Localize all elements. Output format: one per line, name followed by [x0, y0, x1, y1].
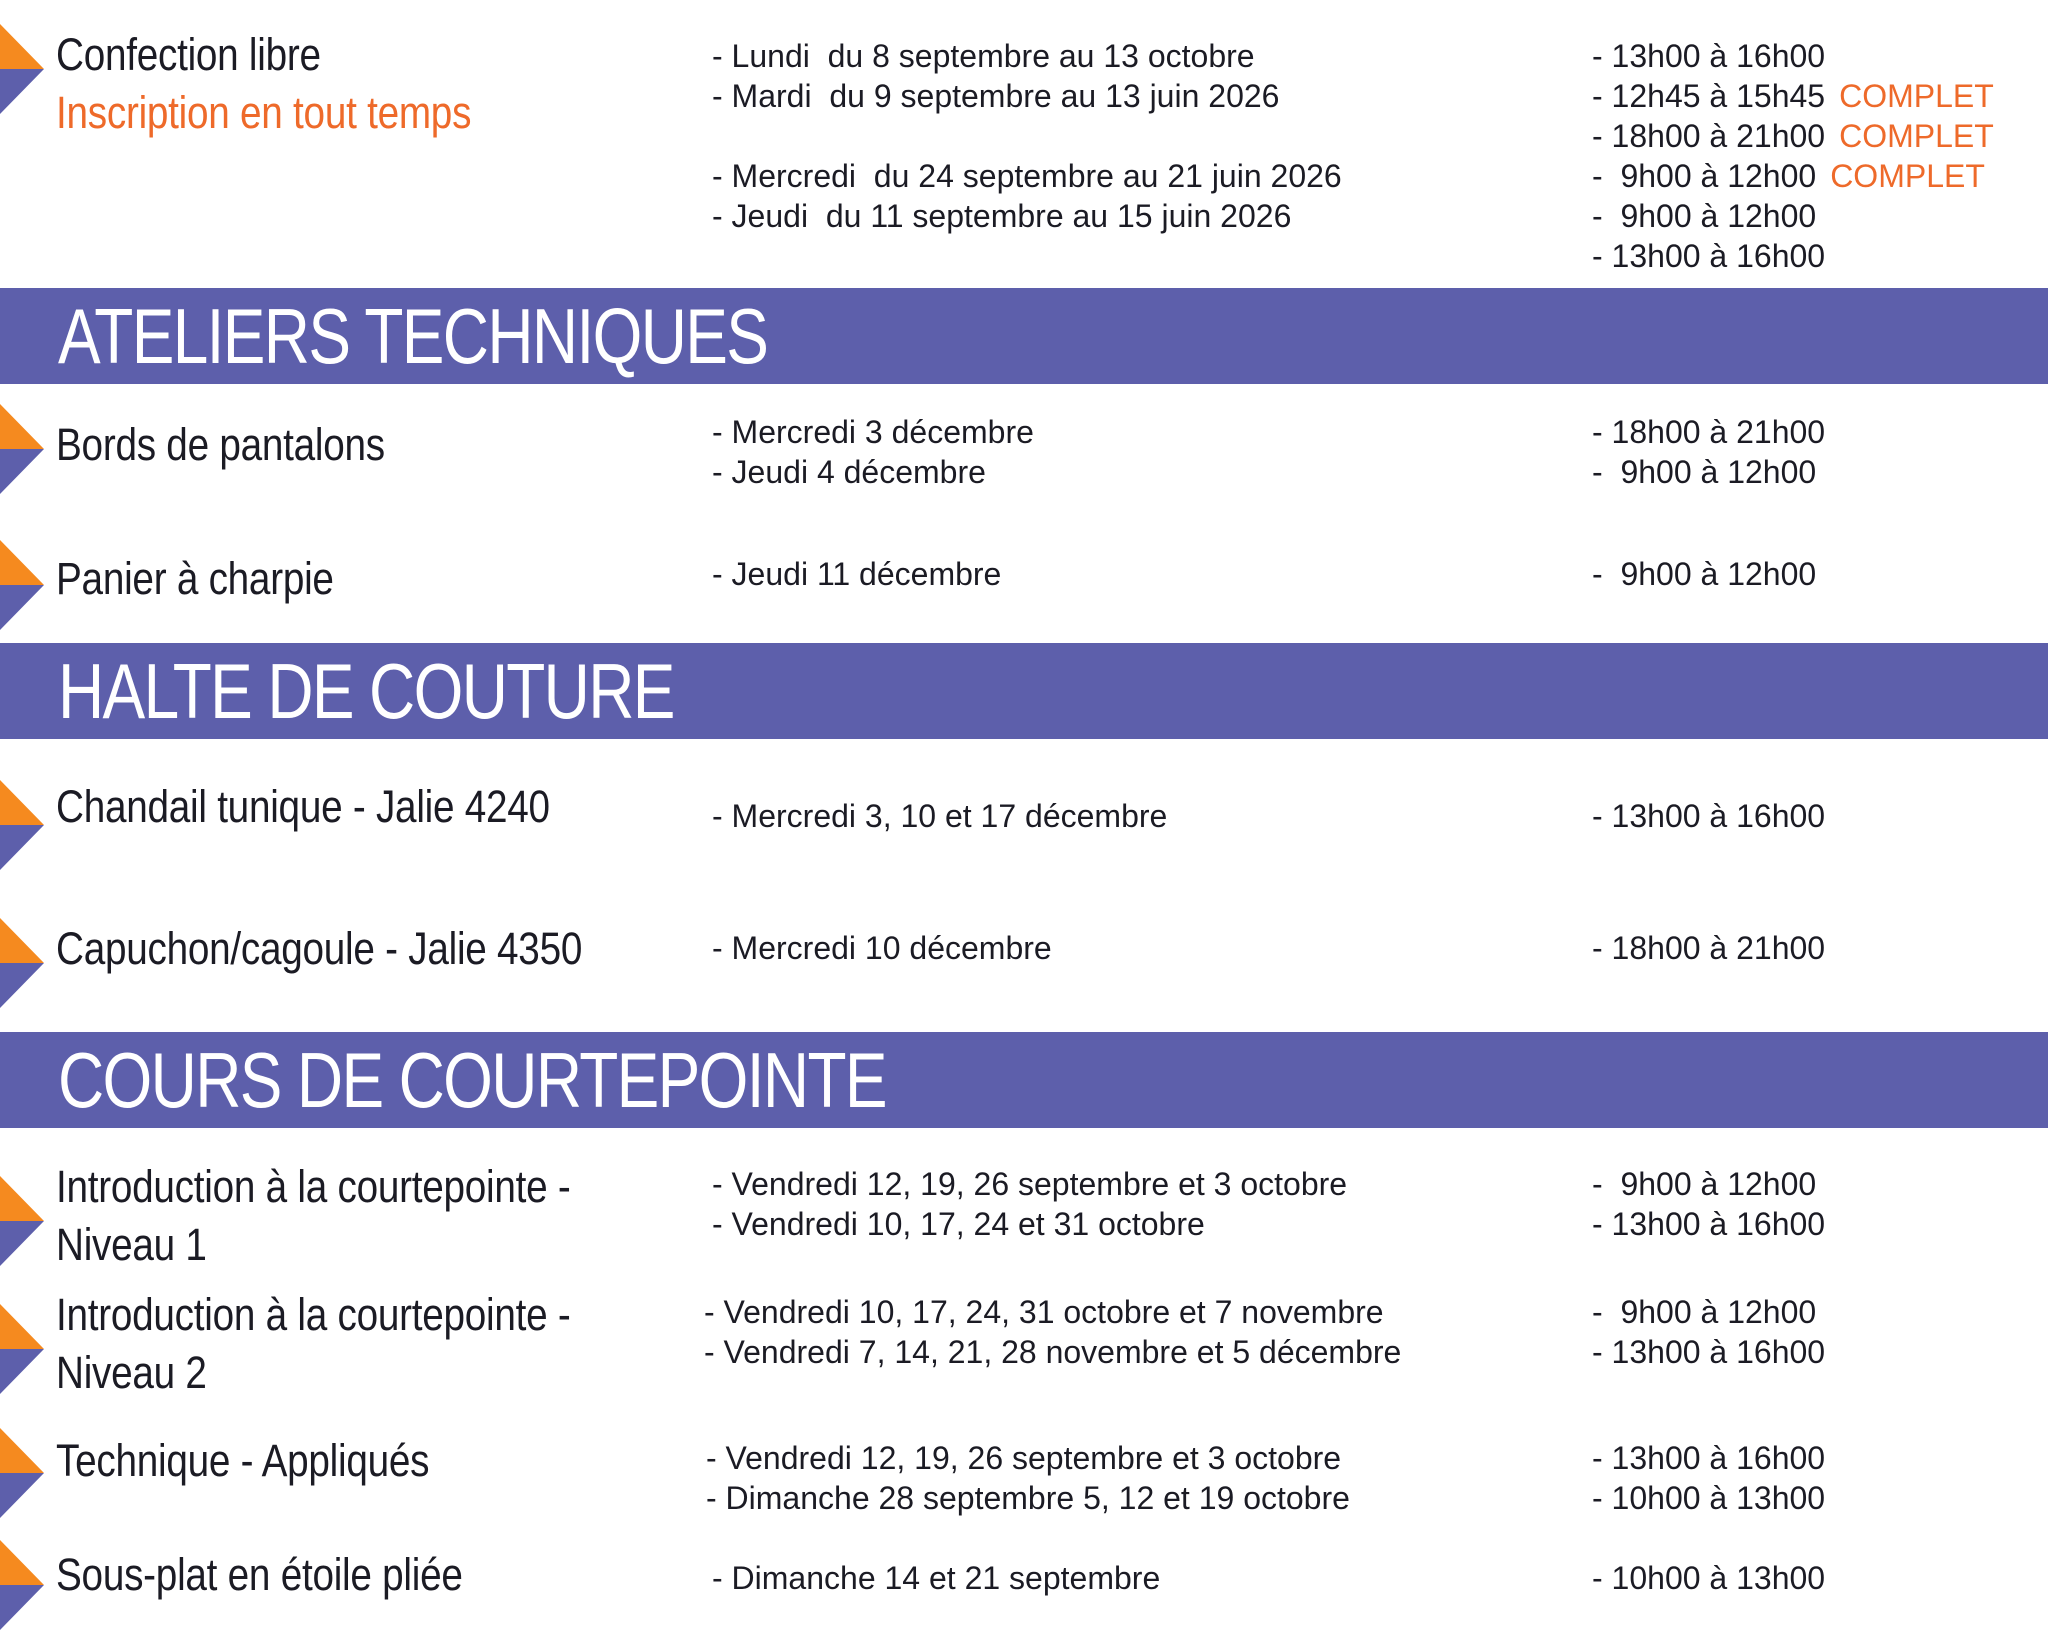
course-times	[1592, 554, 2032, 594]
date-line: - Dimanche 28 septembre 5, 12 et 19 octobre	[706, 1480, 1350, 1516]
date-line: - Vendredi 10, 17, 24, 31 octobre et 7 novembre	[704, 1294, 1384, 1330]
section-title: COURS DE COURTEPOINTE	[58, 1036, 886, 1124]
time-text: - 12h45 à 15h45	[1592, 78, 1826, 114]
course-dates	[704, 1292, 1524, 1372]
orange-purple-arrow-icon	[0, 24, 44, 114]
course-title: Panier à charpie	[56, 553, 334, 604]
orange-purple-arrow-icon	[0, 1428, 44, 1518]
course-title: Capuchon/cagoule - Jalie 4350	[56, 923, 583, 974]
course-times	[1592, 412, 2032, 492]
time-line	[1592, 196, 2032, 236]
orange-purple-arrow-icon	[0, 540, 44, 630]
course-title-line: Niveau 1	[56, 1219, 207, 1270]
course-times	[1592, 1558, 2032, 1598]
orange-purple-arrow-icon	[0, 1304, 44, 1394]
time-line: - 9h00 à 12h00	[1592, 1294, 1817, 1330]
time-line: - 13h00 à 16h00	[1592, 1440, 1826, 1476]
course-title: Bords de pantalons	[56, 419, 385, 470]
orange-purple-arrow-icon	[0, 780, 44, 870]
section-header-ateliers	[0, 288, 2048, 384]
course-subtitle: Inscription en tout temps	[56, 87, 472, 138]
date-line: - Mardi du 9 septembre au 13 juin 2026	[712, 78, 1280, 114]
date-line: - Jeudi 4 décembre	[712, 454, 986, 490]
date-line: - Mercredi 10 décembre	[712, 930, 1052, 966]
course-title	[56, 26, 606, 142]
time-line: - 9h00 à 12h00	[1592, 1166, 1817, 1202]
date-line	[712, 116, 1532, 156]
time-text: - 13h00 à 16h00	[1592, 38, 1826, 74]
time-line: - 13h00 à 16h00	[1592, 1206, 1826, 1242]
course-times	[1592, 1438, 2032, 1518]
date-line: - Vendredi 12, 19, 26 septembre et 3 octobre	[712, 1166, 1348, 1202]
course-times	[1592, 36, 2032, 276]
course-dates	[712, 928, 1532, 968]
time-line: - 9h00 à 12h00	[1592, 454, 1817, 490]
course-dates	[712, 1164, 1532, 1244]
course-dates	[706, 1438, 1526, 1518]
course-title-line: Introduction à la courtepointe -	[56, 1289, 571, 1340]
time-line: - 18h00 à 21h00	[1592, 930, 1826, 966]
course-title: Technique - Appliqués	[56, 1435, 430, 1486]
time-line	[1592, 36, 2032, 76]
course-dates	[712, 554, 1532, 594]
time-line: - 10h00 à 13h00	[1592, 1560, 1826, 1596]
status-complet: COMPLET	[1830, 158, 1985, 194]
course-times	[1592, 1292, 2032, 1372]
date-line: - Jeudi 11 décembre	[712, 556, 1002, 592]
time-line	[1592, 156, 2032, 196]
date-line: - Lundi du 8 septembre au 13 octobre	[712, 38, 1255, 74]
course-title-text: Confection libre	[56, 29, 321, 80]
course-dates	[712, 796, 1532, 836]
orange-purple-arrow-icon	[0, 1176, 44, 1266]
time-line: - 18h00 à 21h00	[1592, 414, 1826, 450]
time-line	[1592, 76, 2032, 116]
course-title	[56, 1158, 606, 1274]
section-header-halte	[0, 643, 2048, 739]
section-title: HALTE DE COUTURE	[58, 647, 674, 735]
date-line: - Dimanche 14 et 21 septembre	[712, 1560, 1161, 1596]
date-line: - Jeudi du 11 septembre au 15 juin 2026	[712, 198, 1292, 234]
time-text: - 18h00 à 21h00	[1592, 118, 1826, 154]
course-dates	[712, 36, 1532, 236]
course-times	[1592, 1164, 2032, 1244]
time-line: - 10h00 à 13h00	[1592, 1480, 1826, 1516]
date-line: - Mercredi du 24 septembre au 21 juin 2026	[712, 158, 1342, 194]
time-line: - 13h00 à 16h00	[1592, 1334, 1826, 1370]
orange-purple-arrow-icon	[0, 918, 44, 1008]
date-line: - Vendredi 7, 14, 21, 28 novembre et 5 décembre	[704, 1334, 1402, 1370]
course-dates	[712, 412, 1532, 492]
time-text: - 9h00 à 12h00	[1592, 198, 1817, 234]
section-header-courtepointe	[0, 1032, 2048, 1128]
date-line: - Vendredi 10, 17, 24 et 31 octobre	[712, 1206, 1205, 1242]
date-line: - Mercredi 3, 10 et 17 décembre	[712, 798, 1168, 834]
course-title: Sous-plat en étoile pliée	[56, 1549, 463, 1600]
time-line	[1592, 236, 2032, 276]
status-complet: COMPLET	[1839, 78, 1994, 114]
course-times	[1592, 928, 2032, 968]
course-title	[56, 1286, 606, 1402]
time-line: - 13h00 à 16h00	[1592, 798, 1826, 834]
date-line: - Vendredi 12, 19, 26 septembre et 3 octobre	[706, 1440, 1342, 1476]
course-title: Chandail tunique - Jalie 4240	[56, 781, 550, 832]
section-title: ATELIERS TECHNIQUES	[58, 292, 768, 380]
status-complet: COMPLET	[1839, 118, 1994, 154]
course-title-line: Introduction à la courtepointe -	[56, 1161, 571, 1212]
course-title-line: Niveau 2	[56, 1347, 207, 1398]
time-line	[1592, 116, 2032, 156]
time-line: - 9h00 à 12h00	[1592, 556, 1817, 592]
course-times	[1592, 796, 2032, 836]
time-text: - 9h00 à 12h00	[1592, 158, 1817, 194]
time-text: - 13h00 à 16h00	[1592, 238, 1826, 274]
date-line: - Mercredi 3 décembre	[712, 414, 1034, 450]
orange-purple-arrow-icon	[0, 1540, 44, 1630]
course-dates	[712, 1558, 1532, 1598]
orange-purple-arrow-icon	[0, 404, 44, 494]
